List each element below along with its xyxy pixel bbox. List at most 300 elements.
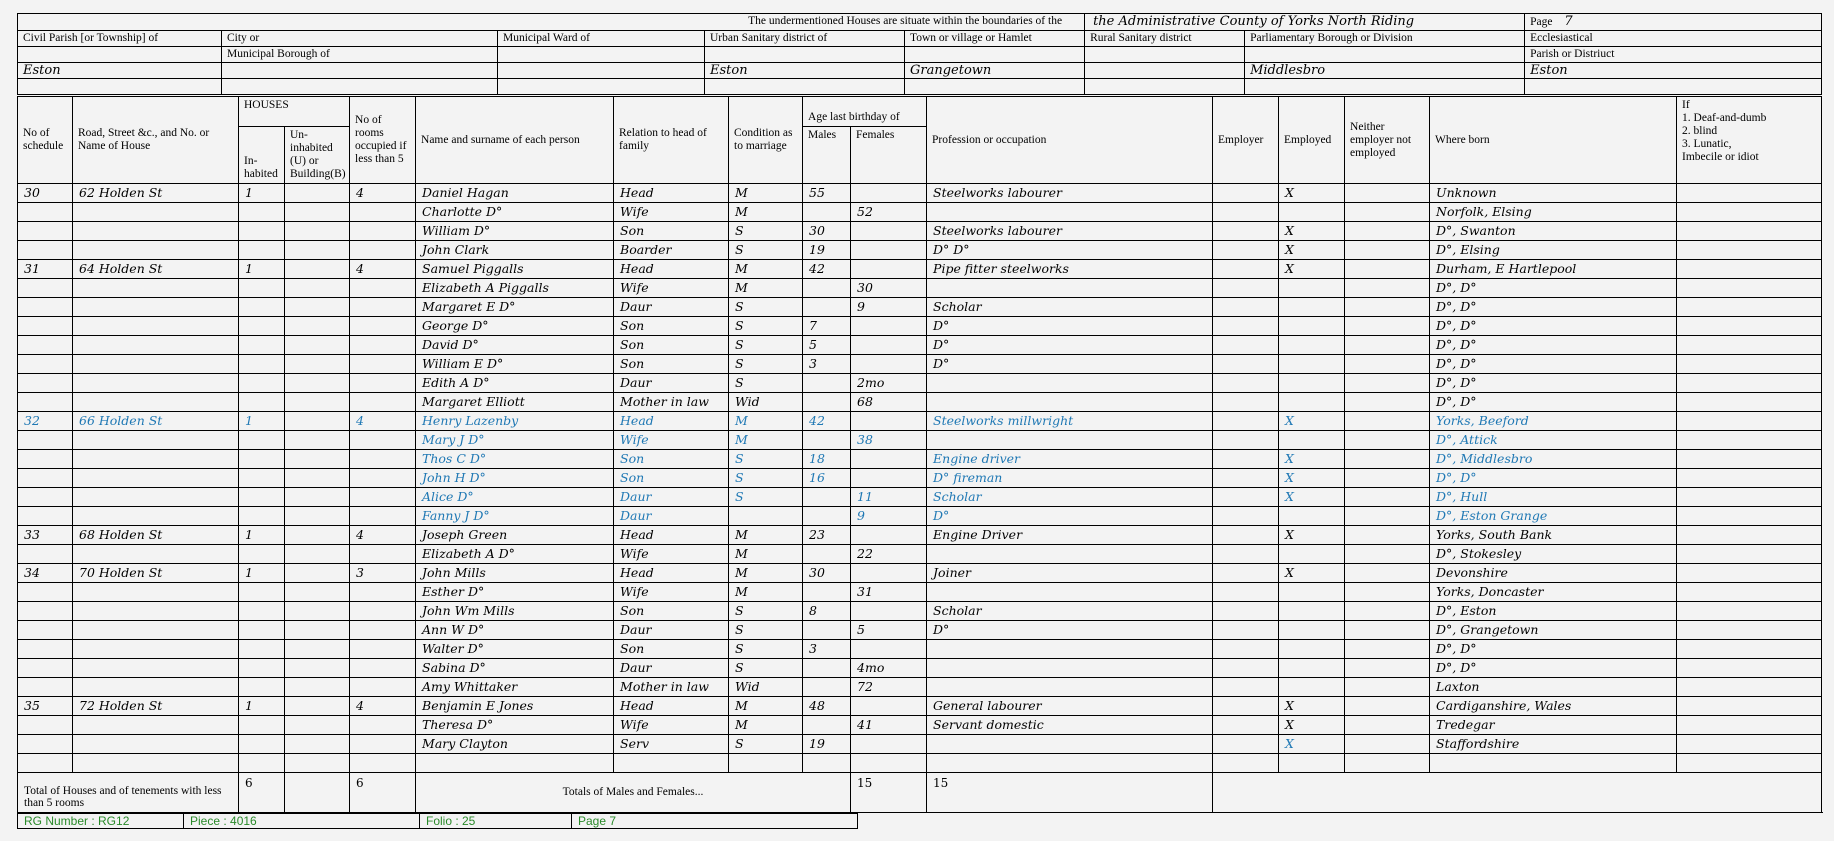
census-table: [17, 96, 1822, 813]
person-name: Samuel Piggalls: [416, 260, 614, 279]
occupation-cell: Steelworks millwright: [927, 412, 1213, 431]
employer-cell: [1213, 336, 1279, 355]
neither-cell: [1345, 450, 1430, 469]
neither-cell: [1345, 336, 1430, 355]
males-age: [803, 279, 851, 298]
uninhabited-cell: [285, 279, 350, 298]
males-age: [803, 374, 851, 393]
label-city: City or: [222, 31, 498, 47]
employer-cell: [1213, 659, 1279, 678]
males-age: [803, 507, 851, 526]
rooms-cell: [350, 659, 416, 678]
if-item-3: 3. Lunatic,: [1682, 138, 1732, 150]
infirmity-cell: [1677, 716, 1822, 735]
table-row: [18, 184, 1822, 203]
person-name: Fanny J D°: [416, 507, 614, 526]
relation-cell: Boarder: [614, 241, 729, 260]
relation-cell: Wife: [614, 716, 729, 735]
relation-cell: Daur: [614, 298, 729, 317]
schedule-cell: [18, 583, 73, 602]
infirmity-cell: [1677, 412, 1822, 431]
rg-number: RG Number : RG12: [18, 813, 184, 828]
occupation-cell: D°: [927, 355, 1213, 374]
infirmity-cell: [1677, 754, 1822, 773]
person-name: William D°: [416, 222, 614, 241]
road-cell: [73, 716, 239, 735]
uninhabited-cell: [285, 336, 350, 355]
employer-cell: [1213, 279, 1279, 298]
inhabited-cell: [239, 355, 285, 374]
rooms-cell: [350, 583, 416, 602]
person-name: Henry Lazenby: [416, 412, 614, 431]
relation-cell: Son: [614, 640, 729, 659]
condition-cell: M: [729, 697, 803, 716]
employer-cell: [1213, 716, 1279, 735]
person-name: Margaret Elliott: [416, 393, 614, 412]
birthplace-cell: Durham, E Hartlepool: [1430, 260, 1677, 279]
rooms-cell: [350, 450, 416, 469]
females-age: [851, 412, 927, 431]
person-name: William E D°: [416, 355, 614, 374]
males-age: [803, 431, 851, 450]
road-cell: [73, 298, 239, 317]
employer-cell: [1213, 754, 1279, 773]
neither-cell: [1345, 412, 1430, 431]
person-name: Edith A D°: [416, 374, 614, 393]
rooms-cell: [350, 241, 416, 260]
neither-cell: [1345, 279, 1430, 298]
occupation-cell: Servant domestic: [927, 716, 1213, 735]
totals-rooms: 6: [350, 772, 416, 812]
schedule-cell: [18, 469, 73, 488]
relation-cell: Daur: [614, 507, 729, 526]
person-name: Charlotte D°: [416, 203, 614, 222]
col-inhabited: In-habited: [239, 127, 285, 184]
condition-cell: S: [729, 336, 803, 355]
birthplace-cell: Devonshire: [1430, 564, 1677, 583]
employer-cell: [1213, 184, 1279, 203]
inhabited-cell: [239, 716, 285, 735]
schedule-cell: [18, 241, 73, 260]
inhabited-cell: 1: [239, 412, 285, 431]
schedule-cell: [18, 621, 73, 640]
inhabited-cell: [239, 754, 285, 773]
condition-cell: S: [729, 488, 803, 507]
employed-cell: [1279, 602, 1345, 621]
condition-cell: S: [729, 222, 803, 241]
relation-cell: Wife: [614, 545, 729, 564]
road-cell: 64 Holden St: [73, 260, 239, 279]
males-age: [803, 583, 851, 602]
neither-cell: [1345, 659, 1430, 678]
table-row: [18, 393, 1822, 412]
col-males: Males: [803, 127, 851, 184]
birthplace-cell: D°, D°: [1430, 279, 1677, 298]
birthplace-cell: Laxton: [1430, 678, 1677, 697]
neither-cell: [1345, 260, 1430, 279]
uninhabited-cell: [285, 602, 350, 621]
header-county: the Administrative County of Yorks North Riding: [1085, 14, 1525, 31]
males-age: 7: [803, 317, 851, 336]
person-name: Elizabeth A D°: [416, 545, 614, 564]
males-age: [803, 754, 851, 773]
inhabited-cell: [239, 640, 285, 659]
females-age: 68: [851, 393, 927, 412]
person-name: Mary J D°: [416, 431, 614, 450]
relation-cell: Daur: [614, 621, 729, 640]
person-name: John H D°: [416, 469, 614, 488]
col-age: Age last birthday of: [803, 97, 927, 127]
if-item-2: 2. blind: [1682, 125, 1718, 137]
birthplace-cell: Cardiganshire, Wales: [1430, 697, 1677, 716]
condition-cell: S: [729, 469, 803, 488]
table-row: [18, 621, 1822, 640]
males-age: [803, 545, 851, 564]
birthplace-cell: [1430, 754, 1677, 773]
relation-cell: Head: [614, 564, 729, 583]
schedule-cell: [18, 735, 73, 754]
schedule-cell: [18, 222, 73, 241]
inhabited-cell: [239, 602, 285, 621]
relation-cell: Head: [614, 412, 729, 431]
females-age: 22: [851, 545, 927, 564]
females-age: 72: [851, 678, 927, 697]
col-infirmity: [1677, 97, 1822, 184]
employed-cell: [1279, 545, 1345, 564]
condition-cell: Wid: [729, 393, 803, 412]
uninhabited-cell: [285, 450, 350, 469]
folio-number: Folio : 25: [420, 813, 572, 828]
schedule-cell: [18, 678, 73, 697]
relation-cell: Son: [614, 355, 729, 374]
rooms-cell: 4: [350, 260, 416, 279]
females-age: [851, 735, 927, 754]
table-row: [18, 659, 1822, 678]
relation-cell: Wife: [614, 431, 729, 450]
person-name: Thos C D°: [416, 450, 614, 469]
birthplace-cell: D°, Stokesley: [1430, 545, 1677, 564]
birthplace-cell: D°, D°: [1430, 298, 1677, 317]
rooms-cell: 4: [350, 412, 416, 431]
person-name: Amy Whittaker: [416, 678, 614, 697]
infirmity-cell: [1677, 298, 1822, 317]
schedule-cell: [18, 279, 73, 298]
value-parliamentary: Middlesbro: [1245, 63, 1525, 79]
neither-cell: [1345, 374, 1430, 393]
col-employer: Employer: [1213, 97, 1279, 184]
condition-cell: [729, 507, 803, 526]
condition-cell: Wid: [729, 678, 803, 697]
col-neither: Neither employer not employed: [1345, 97, 1430, 184]
uninhabited-cell: [285, 678, 350, 697]
rooms-cell: 4: [350, 526, 416, 545]
rooms-cell: [350, 678, 416, 697]
employer-cell: [1213, 697, 1279, 716]
table-row: [18, 336, 1822, 355]
birthplace-cell: D°, D°: [1430, 393, 1677, 412]
totals-persons-label: Totals of Males and Females...: [416, 772, 851, 812]
rooms-cell: [350, 545, 416, 564]
males-age: [803, 659, 851, 678]
condition-cell: M: [729, 716, 803, 735]
males-age: 19: [803, 735, 851, 754]
neither-cell: [1345, 621, 1430, 640]
employed-cell: [1279, 507, 1345, 526]
employed-cell: [1279, 431, 1345, 450]
employer-cell: [1213, 450, 1279, 469]
road-cell: [73, 222, 239, 241]
road-cell: [73, 735, 239, 754]
infirmity-cell: [1677, 564, 1822, 583]
uninhabited-cell: [285, 317, 350, 336]
females-age: [851, 526, 927, 545]
infirmity-cell: [1677, 355, 1822, 374]
road-cell: 72 Holden St: [73, 697, 239, 716]
birthplace-cell: D°, D°: [1430, 317, 1677, 336]
uninhabited-cell: [285, 659, 350, 678]
table-row: [18, 241, 1822, 260]
infirmity-cell: [1677, 279, 1822, 298]
males-age: 18: [803, 450, 851, 469]
employed-cell: [1279, 355, 1345, 374]
occupation-cell: [927, 545, 1213, 564]
employed-cell: X: [1279, 412, 1345, 431]
employer-cell: [1213, 583, 1279, 602]
schedule-cell: 31: [18, 260, 73, 279]
rooms-cell: [350, 336, 416, 355]
totals-males: 15: [851, 772, 927, 812]
infirmity-cell: [1677, 469, 1822, 488]
if-label: If: [1682, 99, 1690, 111]
road-cell: [73, 583, 239, 602]
uninhabited-cell: [285, 640, 350, 659]
inhabited-cell: [239, 507, 285, 526]
birthplace-cell: Unknown: [1430, 184, 1677, 203]
employer-cell: [1213, 203, 1279, 222]
condition-cell: M: [729, 545, 803, 564]
table-row: [18, 450, 1822, 469]
rooms-cell: [350, 222, 416, 241]
occupation-cell: [927, 393, 1213, 412]
males-age: 55: [803, 184, 851, 203]
uninhabited-cell: [285, 545, 350, 564]
value-civil-parish: Eston: [18, 63, 222, 79]
inhabited-cell: [239, 469, 285, 488]
employer-cell: [1213, 222, 1279, 241]
relation-cell: Son: [614, 469, 729, 488]
relation-cell: Mother in law: [614, 393, 729, 412]
occupation-cell: General labourer: [927, 697, 1213, 716]
col-relation: Relation to head of family: [614, 97, 729, 184]
uninhabited-cell: [285, 355, 350, 374]
females-age: [851, 754, 927, 773]
condition-cell: S: [729, 640, 803, 659]
page-number-cell: [1525, 14, 1822, 31]
reference-footer: [17, 813, 858, 829]
col-schedule: No of schedule: [18, 97, 73, 184]
condition-cell: S: [729, 659, 803, 678]
condition-cell: S: [729, 374, 803, 393]
females-age: [851, 184, 927, 203]
inhabited-cell: [239, 659, 285, 678]
person-name: Joseph Green: [416, 526, 614, 545]
occupation-cell: [927, 431, 1213, 450]
rooms-cell: [350, 317, 416, 336]
relation-cell: Head: [614, 184, 729, 203]
relation-cell: Son: [614, 602, 729, 621]
relation-cell: Wife: [614, 279, 729, 298]
employed-cell: [1279, 678, 1345, 697]
birthplace-cell: D°, Middlesbro: [1430, 450, 1677, 469]
birthplace-cell: D°, D°: [1430, 336, 1677, 355]
label-municipal-borough: Municipal Borough of: [222, 47, 498, 63]
table-row: [18, 469, 1822, 488]
birthplace-cell: D°, Elsing: [1430, 241, 1677, 260]
table-row: [18, 507, 1822, 526]
birthplace-cell: D°, Eston Grange: [1430, 507, 1677, 526]
birthplace-cell: D°, D°: [1430, 469, 1677, 488]
occupation-cell: [927, 374, 1213, 393]
table-row: [18, 564, 1822, 583]
neither-cell: [1345, 393, 1430, 412]
col-name: Name and surname of each person: [416, 97, 614, 184]
infirmity-cell: [1677, 526, 1822, 545]
females-age: [851, 222, 927, 241]
employed-cell: X: [1279, 260, 1345, 279]
relation-cell: Son: [614, 336, 729, 355]
person-name: Walter D°: [416, 640, 614, 659]
employer-cell: [1213, 621, 1279, 640]
schedule-cell: [18, 716, 73, 735]
infirmity-cell: [1677, 697, 1822, 716]
employed-cell: [1279, 754, 1345, 773]
birthplace-cell: D°, Hull: [1430, 488, 1677, 507]
relation-cell: Son: [614, 222, 729, 241]
occupation-cell: D°: [927, 507, 1213, 526]
females-age: 9: [851, 298, 927, 317]
road-cell: [73, 678, 239, 697]
road-cell: [73, 336, 239, 355]
birthplace-cell: Tredegar: [1430, 716, 1677, 735]
rooms-cell: [350, 735, 416, 754]
males-age: 42: [803, 412, 851, 431]
neither-cell: [1345, 431, 1430, 450]
males-age: [803, 203, 851, 222]
schedule-cell: [18, 355, 73, 374]
infirmity-cell: [1677, 203, 1822, 222]
rooms-cell: 3: [350, 564, 416, 583]
birthplace-cell: D°, D°: [1430, 374, 1677, 393]
person-name: Alice D°: [416, 488, 614, 507]
person-name: Elizabeth A Piggalls: [416, 279, 614, 298]
neither-cell: [1345, 583, 1430, 602]
label-ecclesiastical: Ecclesiastical: [1525, 31, 1822, 47]
relation-cell: [614, 754, 729, 773]
relation-cell: Head: [614, 260, 729, 279]
condition-cell: M: [729, 431, 803, 450]
infirmity-cell: [1677, 602, 1822, 621]
person-name: John Clark: [416, 241, 614, 260]
females-age: [851, 602, 927, 621]
if-item-1: 1. Deaf-and-dumb: [1682, 112, 1767, 124]
table-row: [18, 431, 1822, 450]
table-row: [18, 203, 1822, 222]
employed-cell: X: [1279, 222, 1345, 241]
employed-cell: [1279, 583, 1345, 602]
uninhabited-cell: [285, 488, 350, 507]
occupation-cell: [927, 735, 1213, 754]
employer-cell: [1213, 355, 1279, 374]
table-row: [18, 640, 1822, 659]
uninhabited-cell: [285, 431, 350, 450]
condition-cell: S: [729, 735, 803, 754]
relation-cell: Son: [614, 450, 729, 469]
footer-page: Page 7: [572, 813, 858, 828]
schedule-cell: 35: [18, 697, 73, 716]
employer-cell: [1213, 545, 1279, 564]
rooms-cell: [350, 203, 416, 222]
occupation-cell: Pipe fitter steelworks: [927, 260, 1213, 279]
road-cell: [73, 374, 239, 393]
rooms-cell: [350, 374, 416, 393]
inhabited-cell: [239, 222, 285, 241]
inhabited-cell: [239, 336, 285, 355]
employer-cell: [1213, 735, 1279, 754]
infirmity-cell: [1677, 431, 1822, 450]
table-row: [18, 678, 1822, 697]
occupation-cell: Steelworks labourer: [927, 222, 1213, 241]
condition-cell: M: [729, 564, 803, 583]
employer-cell: [1213, 507, 1279, 526]
employer-cell: [1213, 469, 1279, 488]
infirmity-cell: [1677, 374, 1822, 393]
infirmity-cell: [1677, 621, 1822, 640]
label-municipal-ward: Municipal Ward of: [498, 31, 705, 47]
road-cell: [73, 203, 239, 222]
males-age: [803, 678, 851, 697]
schedule-cell: [18, 545, 73, 564]
rooms-cell: [350, 754, 416, 773]
males-age: 48: [803, 697, 851, 716]
infirmity-cell: [1677, 241, 1822, 260]
birthplace-cell: Yorks, South Bank: [1430, 526, 1677, 545]
label-urban-sanitary: Urban Sanitary district of: [705, 31, 905, 47]
infirmity-cell: [1677, 317, 1822, 336]
relation-cell: Daur: [614, 374, 729, 393]
schedule-cell: [18, 431, 73, 450]
birthplace-cell: D°, Attick: [1430, 431, 1677, 450]
males-age: 8: [803, 602, 851, 621]
rooms-cell: [350, 355, 416, 374]
inhabited-cell: [239, 431, 285, 450]
uninhabited-cell: [285, 716, 350, 735]
rooms-cell: [350, 640, 416, 659]
person-name: Sabina D°: [416, 659, 614, 678]
condition-cell: M: [729, 279, 803, 298]
employed-cell: [1279, 336, 1345, 355]
road-cell: [73, 469, 239, 488]
table-row: [18, 355, 1822, 374]
rooms-cell: [350, 279, 416, 298]
condition-cell: S: [729, 241, 803, 260]
table-row: [18, 602, 1822, 621]
males-age: 19: [803, 241, 851, 260]
neither-cell: [1345, 317, 1430, 336]
males-age: 16: [803, 469, 851, 488]
header-intro: The undermentioned Houses are situate within the boundaries of the: [18, 14, 1085, 31]
condition-cell: S: [729, 602, 803, 621]
rooms-cell: [350, 488, 416, 507]
